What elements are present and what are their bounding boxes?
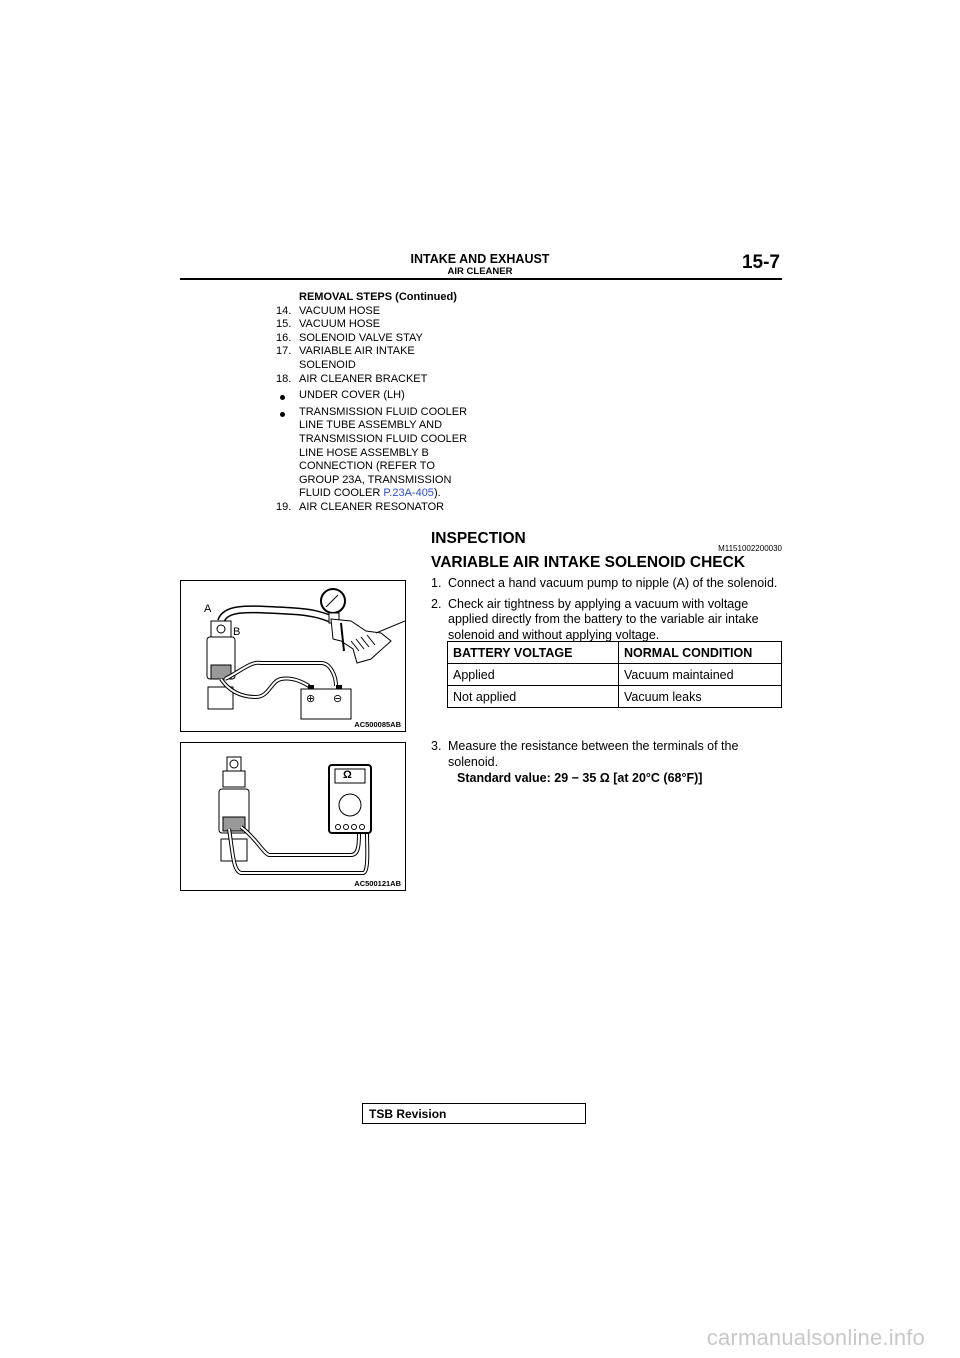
battery-minus-icon: ⊖ [333,693,343,705]
step-text: Measure the resistance between the terminals of the solenoid. [448,739,739,769]
table-row [448,686,782,708]
table-cell: Applied [448,664,619,686]
column-header: NORMAL CONDITION [619,642,782,664]
procedure-steps [431,576,786,648]
vacuum-test-illustration [181,581,405,731]
list-item [276,318,496,332]
figure-code: AC500085AB [354,720,401,729]
item-text: SOLENOID VALVE STAY [299,331,423,344]
step-number: 1. [431,576,442,590]
ohm-icon: Ω [343,769,352,781]
item-text: VACUUM HOSE [299,318,381,331]
list-item [276,345,496,372]
label-b: B [233,626,241,638]
item-line: FLUID COOLER [299,487,384,500]
item-text: UNDER COVER (LH) [299,389,405,402]
resistance-test-figure [180,742,406,891]
item-text: AIR CLEANER BRACKET [299,372,428,385]
table-header-row [448,642,782,664]
inspection-code: M1151002200030 [718,544,782,553]
watermark: carmanualsonline.info [706,1325,925,1350]
removal-steps-list [276,291,496,515]
item-number: 17. [276,345,292,358]
tsb-revision-box: TSB Revision [362,1103,586,1124]
inspection-heading: INSPECTION [431,530,526,547]
item-text-cont: SOLENOID [299,358,356,371]
battery-plus-icon: ⊕ [306,693,316,705]
bullet-item [276,389,496,403]
item-line: LINE HOSE ASSEMBLY B [299,446,429,459]
figure-code: AC500121AB [354,879,401,888]
page-number: 15-7 [741,252,780,273]
table-row [448,664,782,686]
item-line-end: ). [433,487,441,500]
page-reference-link[interactable]: P.23A-405 [383,487,434,500]
table-cell: Vacuum maintained [619,664,782,686]
list-item [276,305,496,319]
item-number: 19. [276,500,292,513]
list-item [276,373,496,387]
standard-value: Standard value: 29 − 35 Ω [at 20°C (68°F)] [457,771,703,785]
list-item [276,501,496,515]
header-rule [180,278,782,280]
bullet-icon [280,395,285,400]
item-line: TRANSMISSION FLUID COOLER [299,432,468,445]
item-line: GROUP 23A, TRANSMISSION [299,473,452,486]
item-text: VARIABLE AIR INTAKE [299,345,415,358]
step-number: 2. [431,596,442,611]
procedure-step [431,739,786,770]
section-title: INTAKE AND EXHAUST [410,252,550,266]
item-number: 15. [276,318,292,331]
item-text: AIR CLEANER RESONATOR [299,500,445,513]
item-line: CONNECTION (REFER TO [299,460,435,473]
resistance-test-illustration [181,743,405,890]
bullet-icon [280,412,285,417]
section-subtitle: AIR CLEANER [447,266,513,277]
bullet-item [276,406,496,501]
item-line: TRANSMISSION FLUID COOLER [299,405,468,418]
voltage-condition-table [447,641,782,708]
removal-steps-title: REMOVAL STEPS (Continued) [299,291,457,303]
table-cell: Not applied [448,686,619,708]
procedure-step [431,597,786,644]
item-text: VACUUM HOSE [299,304,381,317]
item-number: 18. [276,372,292,385]
step-text: Check air tightness by applying a vacuum with voltage applied directly from the battery to the variable air intake solenoid and without applying voltage. [448,596,759,642]
table-cell: Vacuum leaks [619,686,782,708]
step-number: 3. [431,739,442,753]
procedure-step [431,576,786,592]
step-text: Connect a hand vacuum pump to nipple (A) of the solenoid. [448,576,778,590]
column-header: BATTERY VOLTAGE [448,642,619,664]
item-number: 14. [276,304,292,317]
item-number: 16. [276,331,292,344]
list-item [276,332,496,346]
item-line: LINE TUBE ASSEMBLY AND [299,419,443,432]
check-heading: VARIABLE AIR INTAKE SOLENOID CHECK [431,554,746,571]
vacuum-test-figure [180,580,406,732]
label-a: A [204,603,212,615]
procedure-steps-2 [431,739,786,770]
